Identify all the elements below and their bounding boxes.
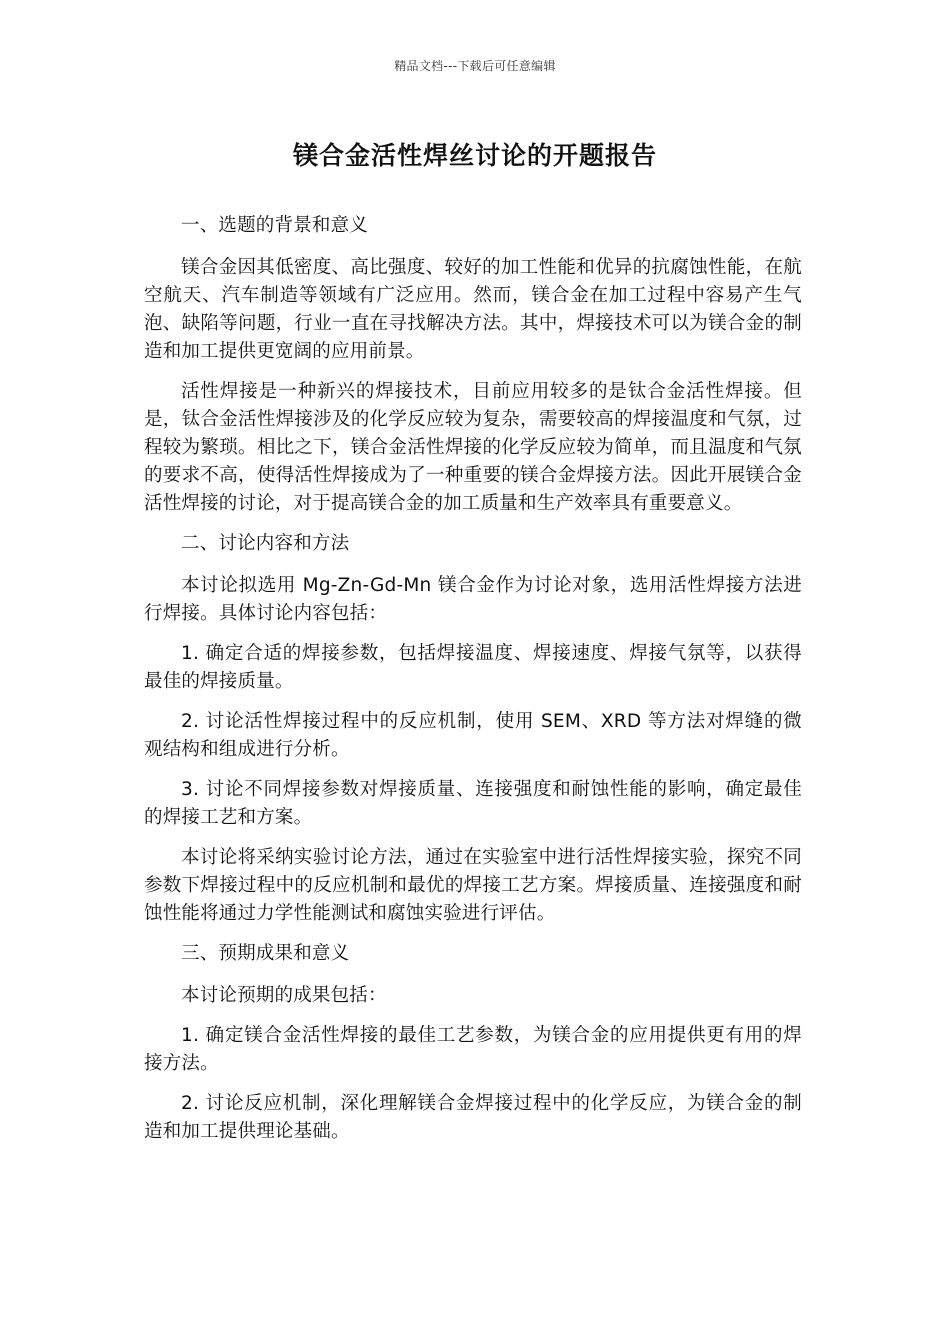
paragraph-outcomes-intro: 本讨论预期的成果包括： [181,985,387,1006]
paragraph-method: 本讨论将采纳实验讨论方法，通过在实验室中进行活性焊接实验，探究不同参数下焊接过程中的反应机制和最优的焊接工艺方案。焊接质量、连接强度和耐蚀性能将通过力学性能测试和腐蚀实验进行评估。 [144,847,802,924]
section-heading-outcomes: 三、预期成果和意义 [181,943,350,964]
list-item-outcome-1: 1. 确定镁合金活性焊接的最佳工艺参数，为镁合金的应用提供更有用的焊接方法。 [144,1025,802,1074]
document-title: 镁合金活性焊丝讨论的开题报告 [292,141,657,170]
section-heading-background: 一、选题的背景和意义 [181,215,369,236]
list-item-outcome-2: 2. 讨论反应机制，深化理解镁合金焊接过程中的化学反应，为镁合金的制造和加工提供理论基础。 [144,1093,802,1142]
paragraph-content-intro: 本讨论拟选用 Mg-Zn-Gd-Mn 镁合金作为讨论对象，选用活性焊接方法进行焊接。具体讨论内容包括： [144,575,802,624]
section-heading-content: 二、讨论内容和方法 [181,533,350,554]
paragraph-background-1: 镁合金因其低密度、高比强度、较好的加工性能和优异的抗腐蚀性能，在航空航天、汽车制造等领域有广泛应用。然而，镁合金在加工过程中容易产生气泡、缺陷等问题，行业一直在寻找解决方法。其中，焊接技术可以为镁合金的制造和加工提供更宽阔的应用前景。 [144,257,802,362]
list-item-content-1: 1. 确定合适的焊接参数，包括焊接温度、焊接速度、焊接气氛等，以获得最佳的焊接质量。 [144,643,802,692]
list-item-content-2: 2. 讨论活性焊接过程中的反应机制，使用 SEM、XRD 等方法对焊缝的微观结构和组成进行分析。 [144,711,802,760]
document-body [144,212,802,1158]
paragraph-background-2: 活性焊接是一种新兴的焊接技术，目前应用较多的是钛合金活性焊接。但是，钛合金活性焊接涉及的化学反应较为复杂，需要较高的焊接温度和气氛，过程较为繁琐。相比之下，镁合金活性焊接的化学反应较为简单，而且温度和气氛的要求不高，使得活性焊接成为了一种重要的镁合金焊接方法。因此开展镁合金活性焊接的讨论，对于提高镁合金的加工质量和生产效率具有重要意义。 [144,381,802,514]
list-item-content-3: 3. 讨论不同焊接参数对焊接质量、连接强度和耐蚀性能的影响，确定最佳的焊接工艺和方案。 [144,779,802,828]
page-header: 精品文档---下载后可任意编辑 [394,59,556,73]
